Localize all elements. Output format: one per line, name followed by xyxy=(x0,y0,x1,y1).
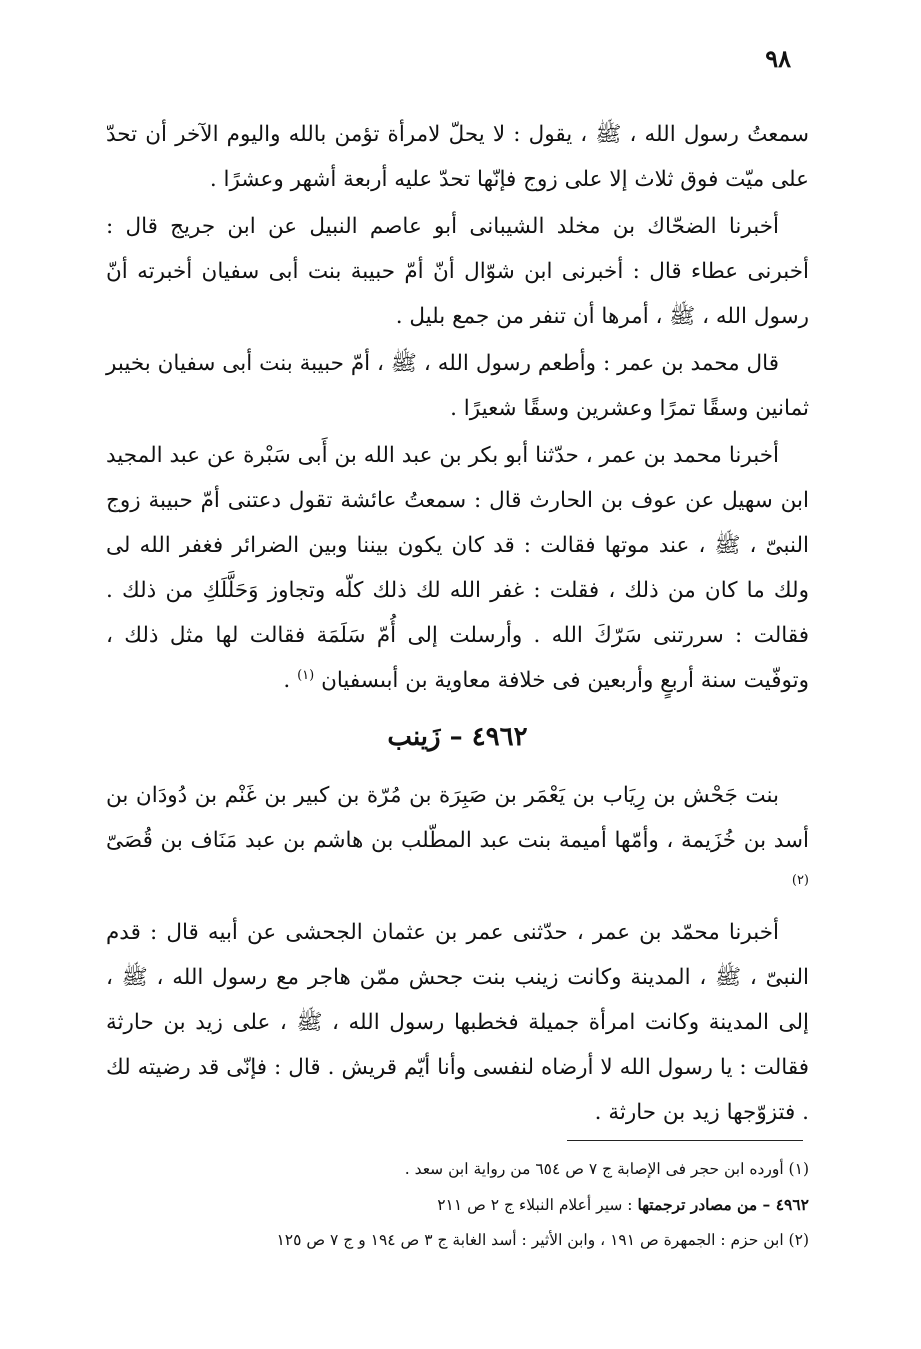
sources-label: ٤٩٦٢ – من مصادر ترجمتها xyxy=(637,1195,809,1214)
footnote-1: (١) أورده ابن حجر فى الإصابة ج ٧ ص ٦٥٤ من رواية ابن سعد . xyxy=(404,1160,809,1178)
footnote-ref-2[interactable]: (٢) xyxy=(791,872,809,888)
footnote-sources xyxy=(106,1187,809,1223)
paragraph-marriage-narration: أخبرنا محمّد بن عمر ، حدّثنى عمر بن عثمان الجحشى عن أبيه قال : قدم النبىّ ، ﷺ ، المدينة وكانت زينب بنت جحش ممّن هاجر مع رسول الله ، ﷺ ، إلى المدينة وكانت امرأة جميلة فخطبها رسول الله ، ﷺ ، على زيد بن حارثة فقالت : يا رسول الله لا أرضاه لنفسى وأنا أيّم قريش . قال : فإنّى قد رضيته لك . فتزوّجها زيد بن حارثة . xyxy=(106,920,809,1125)
paragraph-hadith-mourning: سمعتُ رسول الله ، ﷺ ، يقول : لا يحلّ لامرأة تؤمن بالله واليوم الآخر أن تحدّ على ميّت فوق ثلاث إلا على زوج فإنّها تحدّ عليه أربعة أشهر وعشرًا . xyxy=(106,122,809,192)
footnote-separator xyxy=(567,1140,803,1141)
paragraph-aisha-text: أخبرنا محمد بن عمر ، حدّثنا أبو بكر بن عبد الله بن أَبى سَبْرة عن عبد المجيد ابن سهيل عن عوف بن الحارث قال : سمعتُ عائشة تقول دعتنى أمّ حبيبة زوج النبىّ ، ﷺ ، عند موتها فقالت : قد كان يكون بيننا وبين الضرائر فغفر الله لى ولك ما كان من ذلك ، فقلت : غفر الله لك ذلك كلّه وتجاوز وَحَلَّلَكِ من ذلك . فقالت : سررتنى سَرّكَ الله . وأرسلت إلى أُمّ سَلَمَة فقالت لها مثل ذلك ، وتوفّيت سنة أربعٍ وأربعين فى خلافة معاوية بن أبىسفيان xyxy=(106,443,809,693)
footnotes xyxy=(106,1152,809,1258)
entry-heading: ٤٩٦٢ – زَينب xyxy=(387,722,528,752)
footnote-ref-1[interactable]: (١) xyxy=(297,667,315,683)
paragraph-dahhak-narration: أخبرنا الضحّاك بن مخلد الشيبانى أبو عاصم النبيل عن ابن جريج قال : أخبرنى عطاء قال : أخبرنى ابن شوّال أنّ أمّ حبيبة بنت أبى سفيان أخبرته أنّ رسول الله ، ﷺ ، أمرها أن تنفر من جمع بليل . xyxy=(106,214,809,329)
paragraph-khaybar-allotment: قال محمد بن عمر : وأطعم رسول الله ، ﷺ ، أمّ حبيبة بنت أبى سفيان بخيبر ثمانين وسقًا تمرًا وعشرين وسقًا شعيرًا . xyxy=(106,351,809,421)
page-number: ٩٨ xyxy=(765,44,791,73)
sources-text: : سير أعلام النبلاء ج ٢ ص ٢١١ xyxy=(437,1196,638,1214)
lineage-text: بنت جَحْش بن رِيَاب بن يَعْمَر بن صَبِرَة بن مُرّة بن كبير بن غَنْم بن دُودَان بن أسد بن خُزَيمة ، وأمّها أميمة بنت عبد المطّلب بن هاشم بن عبد مَنَاف بن قُصَىّ xyxy=(106,783,809,853)
paragraph-lineage xyxy=(106,773,809,908)
main-text xyxy=(106,112,809,1137)
footnote-2: (٢) ابن حزم : الجمهرة ص ١٩١ ، وابن الأثير : أسد الغابة ج ٣ ص ١٩٤ و ج ٧ ص ١٢٥ xyxy=(276,1231,809,1249)
paragraph-aisha-end: . xyxy=(283,668,298,693)
paragraph-aisha-narration xyxy=(106,433,809,703)
